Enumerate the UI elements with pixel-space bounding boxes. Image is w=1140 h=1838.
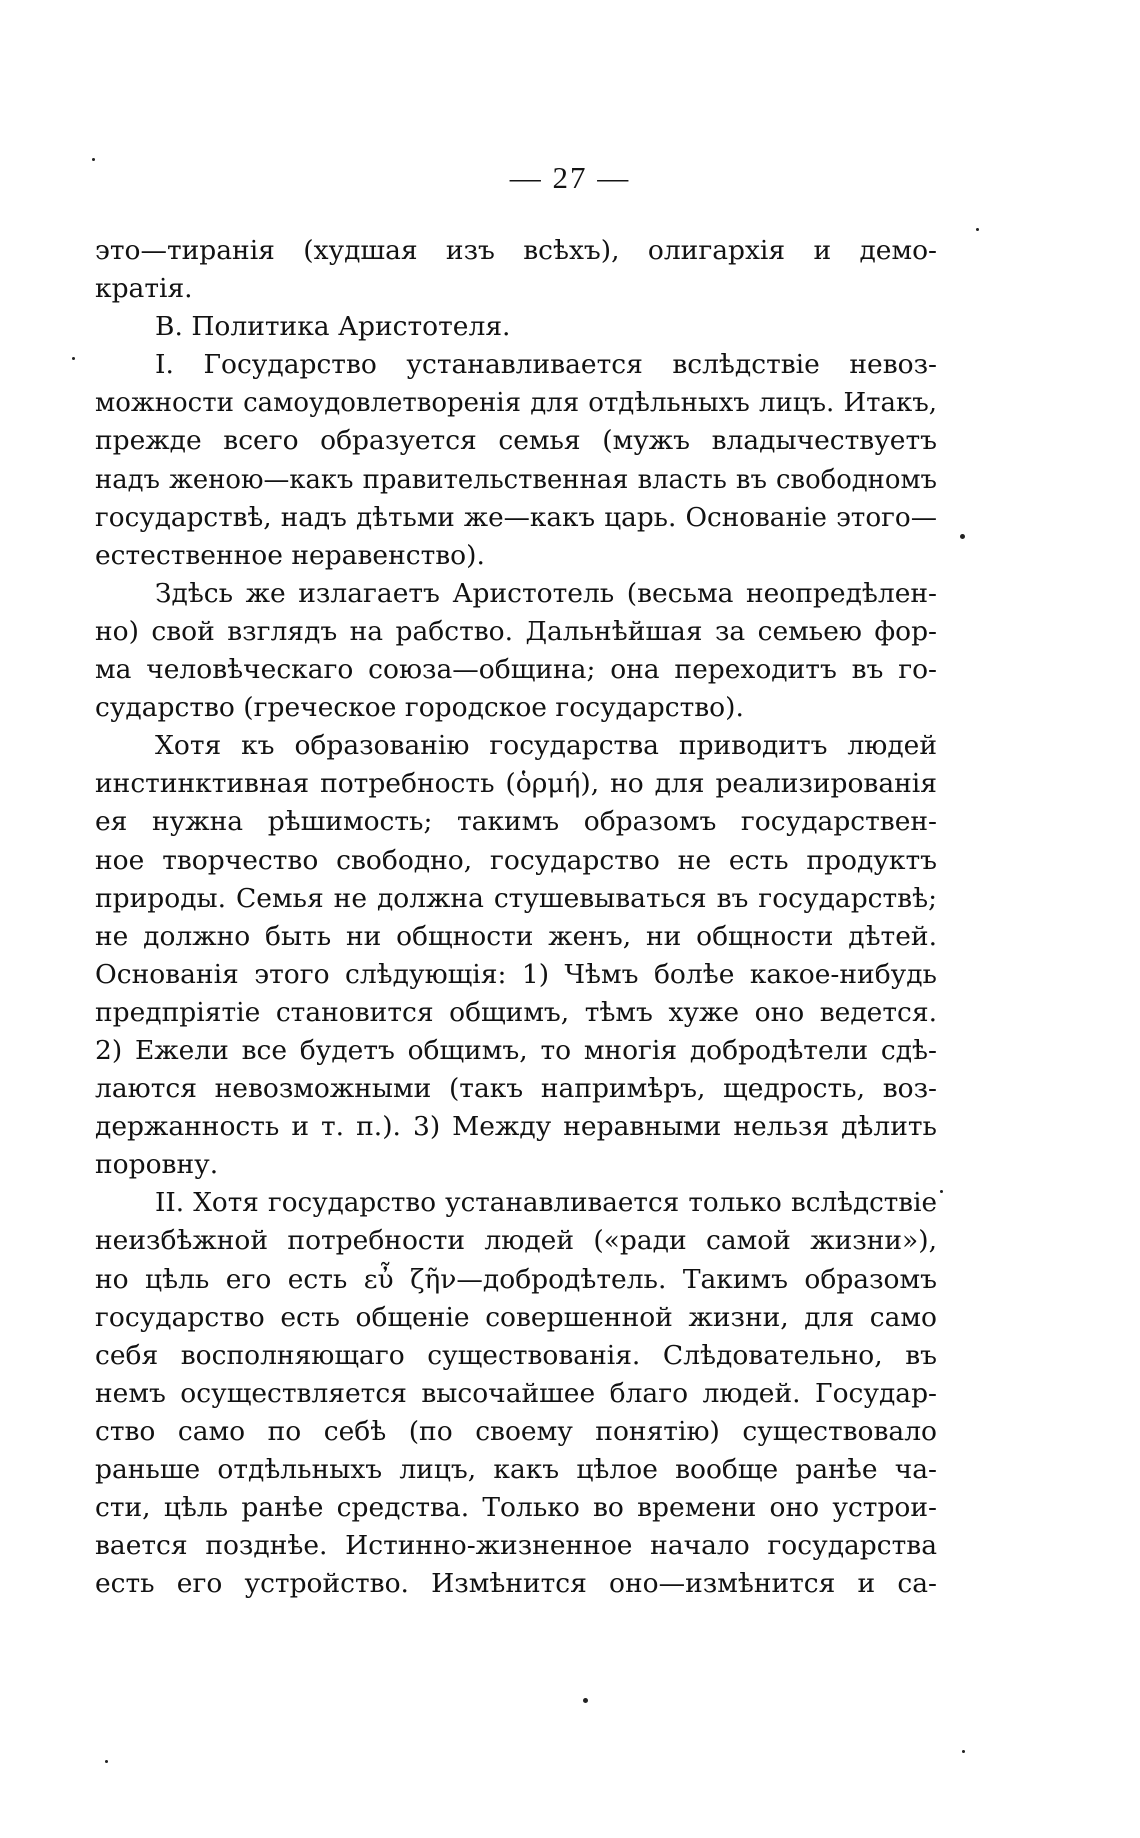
scan-speck — [72, 357, 75, 360]
scan-speck — [105, 1760, 108, 1763]
text-line: лаются невозможными (такъ напримѣръ, щедрость, воз- — [95, 1073, 937, 1105]
scan-speck — [962, 1750, 965, 1753]
section-heading: В. Политика Аристотеля. — [155, 311, 511, 343]
text-line: сти, цѣль ранѣе средства. Только во времени оно устрои- — [95, 1492, 937, 1524]
text-line: прежде всего образуется семья (мужъ владычествуетъ — [95, 425, 937, 457]
text-line: I. Государство устанавливается вслѣдствіе невоз- — [155, 349, 937, 381]
scan-speck — [960, 534, 965, 539]
text-line: вается позднѣе. Истинно-жизненное начало государства — [95, 1530, 937, 1562]
text-line: кратія. — [95, 273, 193, 305]
text-line: инстинктивная потребность (ὁρμή), но для реализированія — [95, 768, 937, 800]
text-line: поровну. — [95, 1149, 219, 1181]
text-line: но) свой взглядъ на рабство. Дальнѣйшая за семьею фор- — [95, 615, 937, 647]
text-line: ство само по себѣ (по своему понятію) существовало — [95, 1415, 937, 1447]
page-number: — 27 — — [509, 160, 631, 195]
scan-speck — [976, 228, 979, 231]
text-line: II. Хотя государство устанавливается только вслѣдствіе — [155, 1188, 937, 1219]
text-line: ное творчество свободно, государство не есть продуктъ — [95, 844, 937, 876]
text-line: природы. Семья не должна стушевываться въ государствѣ; — [95, 882, 937, 914]
text-line: немъ осуществляется высочайшее благо людей. Государ- — [95, 1377, 937, 1409]
text-line: неизбѣжной потребности людей («ради самой жизни»), — [95, 1225, 937, 1257]
text-line: ма человѣческаго союза—община; она переходитъ въ го- — [95, 654, 937, 686]
scan-speck — [940, 1190, 943, 1193]
text-line: государствѣ, надъ дѣтьми же—какъ царь. Основаніе этого— — [95, 502, 937, 533]
text-line: ея нужна рѣшимость; такимъ образомъ государствен- — [95, 806, 937, 838]
scan-speck — [92, 158, 95, 161]
text-line: естественное неравенство). — [95, 539, 485, 571]
text-line: не должно быть ни общности женъ, ни общности дѣтей. — [95, 920, 937, 952]
text-line: Хотя къ образованію государства приводитъ людей — [155, 730, 937, 762]
text-line: это—тиранія (худшая изъ всѣхъ), олигархія и демо- — [95, 235, 937, 266]
text-line: раньше отдѣльныхъ лицъ, какъ цѣлое вообще ранѣе ча- — [95, 1454, 937, 1485]
text-line: но цѣль его есть εὖ ζῆν—добродѣтель. Такимъ образомъ — [95, 1263, 937, 1295]
text-line: государство есть общеніе совершенной жизни, для само — [95, 1301, 937, 1333]
text-line: держанность и т. п.). 3) Между неравными нельзя дѣлить — [95, 1111, 937, 1143]
text-line: Основанія этого слѣдующія: 1) Чѣмъ болѣе какое-нибудь — [95, 958, 937, 990]
text-line: надъ женою—какъ правительственная власть въ свободномъ — [95, 464, 937, 495]
text-line: себя восполняющаго существованія. Слѣдовательно, въ — [95, 1339, 937, 1371]
text-line: есть его устройство. Измѣнится оно—измѣнится и са- — [95, 1568, 937, 1600]
text-line: можности самоудовлетворенія для отдѣльныхъ лицъ. Итакъ, — [95, 388, 937, 419]
body-text — [95, 232, 937, 1603]
text-line: сударство (греческое городское государство). — [95, 692, 744, 724]
text-line: предпріятіе становится общимъ, тѣмъ хуже оно ведется. — [95, 996, 937, 1028]
scan-speck — [583, 1698, 588, 1703]
text-line: Здѣсь же излагаетъ Аристотель (весьма неопредѣлен- — [155, 577, 937, 609]
text-line: 2) Ежели все будетъ общимъ, то многія добродѣтели сдѣ- — [95, 1034, 937, 1066]
